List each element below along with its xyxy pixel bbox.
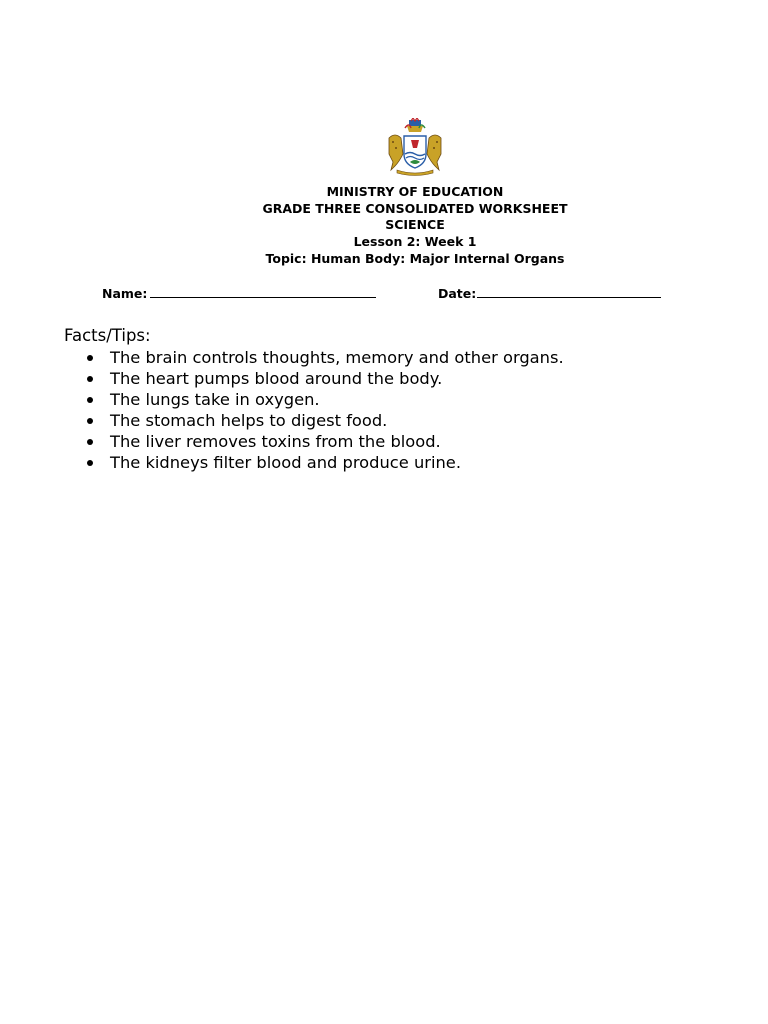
list-item bbox=[84, 452, 564, 473]
bullet-icon bbox=[87, 460, 93, 466]
bullet-icon bbox=[87, 397, 93, 403]
bullet-icon bbox=[87, 439, 93, 445]
list-item bbox=[84, 347, 564, 368]
worksheet-header bbox=[0, 184, 768, 268]
topic-title: Topic: Human Body: Major Internal Organs bbox=[265, 250, 565, 266]
fact-text: The lungs take in oxygen. bbox=[110, 390, 320, 409]
worksheet-title: GRADE THREE CONSOLIDATED WORKSHEET bbox=[262, 200, 568, 216]
name-label: Name: bbox=[102, 286, 148, 301]
list-item bbox=[84, 389, 564, 410]
fact-text: The heart pumps blood around the body. bbox=[110, 369, 443, 388]
facts-list bbox=[84, 347, 564, 473]
bullet-icon bbox=[87, 418, 93, 424]
name-field[interactable] bbox=[102, 284, 376, 301]
date-label: Date: bbox=[438, 286, 477, 301]
fact-text: The liver removes toxins from the blood. bbox=[110, 432, 441, 451]
bullet-icon bbox=[87, 376, 93, 382]
date-field[interactable] bbox=[438, 284, 661, 301]
fact-text: The stomach helps to digest food. bbox=[110, 411, 388, 430]
lesson-title: Lesson 2: Week 1 bbox=[353, 234, 477, 250]
coat-of-arms-icon bbox=[385, 118, 445, 176]
facts-heading: Facts/Tips: bbox=[64, 326, 151, 345]
ministry-title: MINISTRY OF EDUCATION bbox=[326, 184, 504, 199]
subject-title: SCIENCE bbox=[385, 217, 445, 233]
list-item bbox=[84, 431, 564, 452]
list-item bbox=[84, 368, 564, 389]
fact-text: The kidneys filter blood and produce urine. bbox=[110, 453, 461, 472]
list-item bbox=[84, 410, 564, 431]
name-blank-line[interactable] bbox=[150, 284, 376, 298]
fact-text: The brain controls thoughts, memory and other organs. bbox=[110, 348, 564, 367]
date-blank-line[interactable] bbox=[477, 284, 661, 298]
bullet-icon bbox=[87, 355, 93, 361]
